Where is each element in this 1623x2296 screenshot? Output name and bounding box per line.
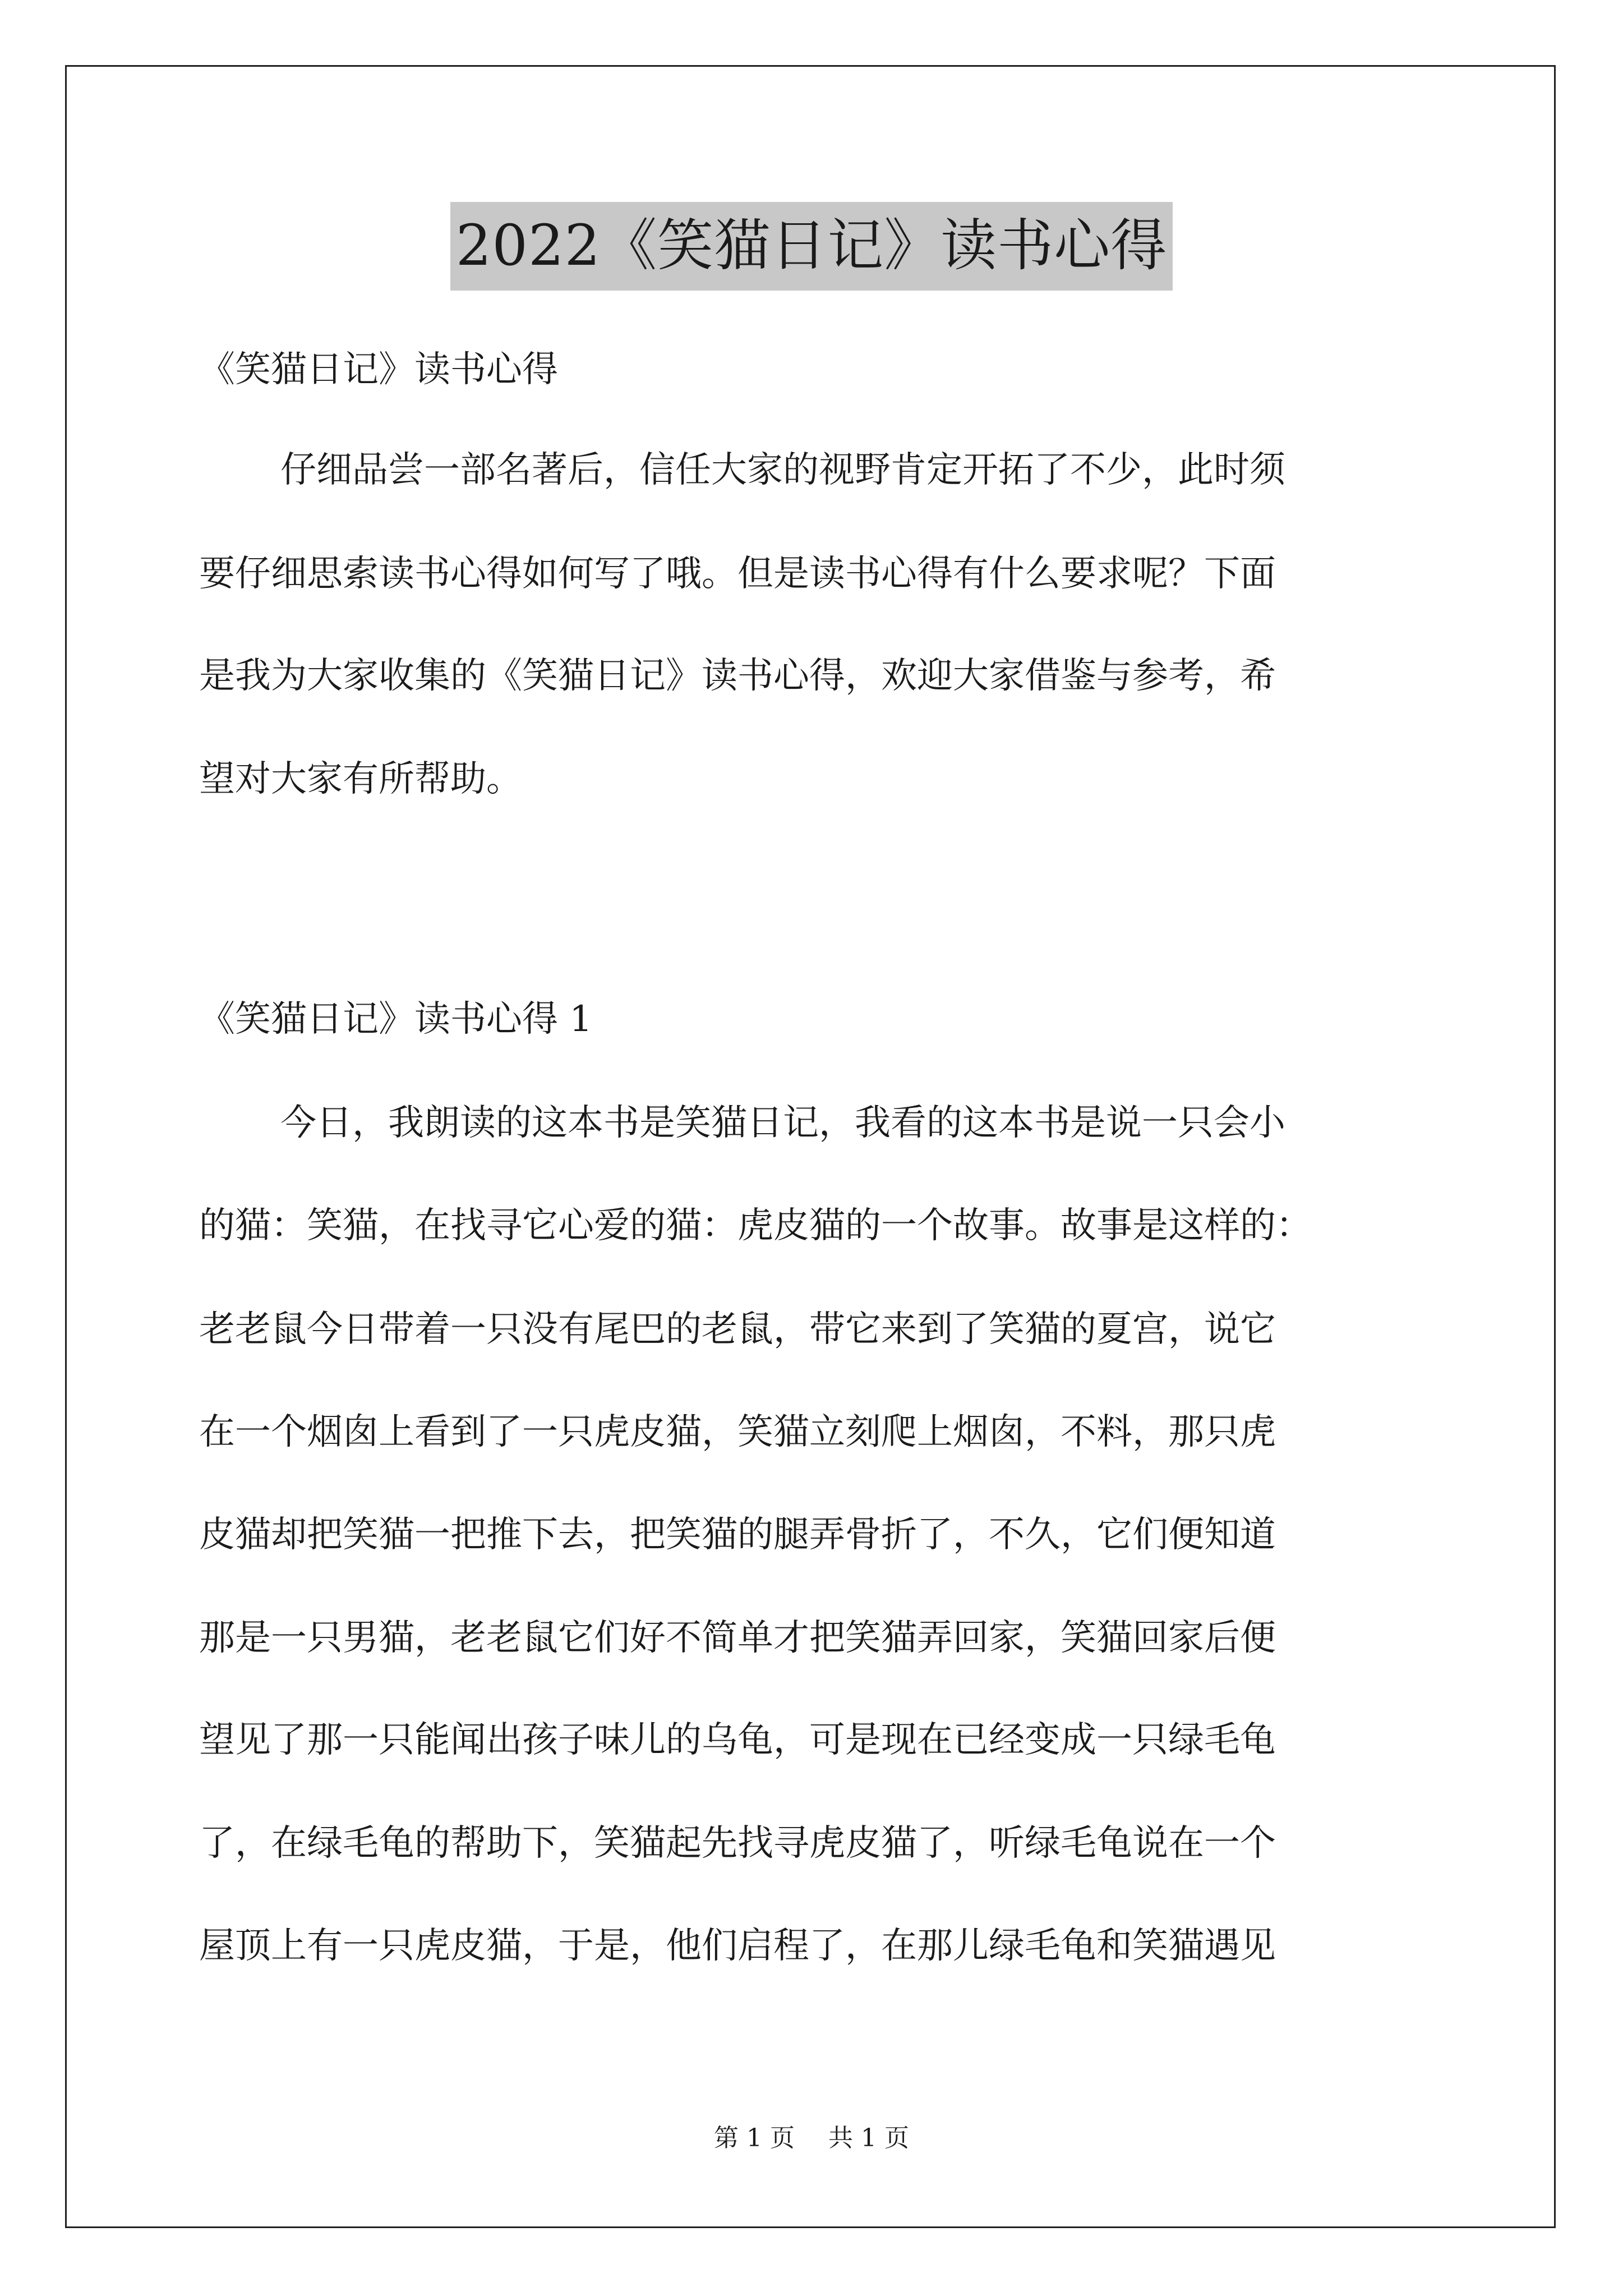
document-title: 2022《笑猫日记》读书心得 [450, 202, 1173, 291]
body-paragraph-line: 皮猫却把笑猫一把推下去，把笑猫的腿弄骨折了，不久，它们便知道 [199, 1514, 1276, 1556]
intro-paragraph-line: 望对大家有所帮助。 [199, 758, 522, 800]
body-paragraph-line: 望见了那一只能闻出孩子味儿的乌龟，可是现在已经变成一只绿毛龟 [199, 1719, 1276, 1761]
section-heading: 《笑猫日记》读书心得 1 [199, 999, 593, 1040]
body-paragraph-line: 老老鼠今日带着一只没有尾巴的老鼠，带它来到了笑猫的夏宫，说它 [199, 1309, 1276, 1350]
page-number: 第 1 页 [714, 2124, 795, 2152]
page-footer [0, 2122, 1623, 2155]
body-paragraph-line: 今日，我朗读的这本书是笑猫日记，我看的这本书是说一只会小 [280, 1102, 1285, 1144]
body-paragraph-line: 了，在绿毛龟的帮助下，笑猫起先找寻虎皮猫了，听绿毛龟说在一个 [199, 1823, 1276, 1864]
body-paragraph-line: 那是一只男猫，老老鼠它们好不简单才把笑猫弄回家，笑猫回家后便 [199, 1617, 1276, 1659]
body-paragraph-line: 屋顶上有一只虎皮猫，于是，他们启程了，在那儿绿毛龟和笑猫遇见 [199, 1925, 1276, 1967]
body-paragraph-line: 在一个烟囱上看到了一只虎皮猫，笑猫立刻爬上烟囱，不料，那只虎 [199, 1411, 1276, 1453]
title-container [0, 202, 1623, 291]
intro-paragraph-line: 是我为大家收集的《笑猫日记》读书心得，欢迎大家借鉴与参考，希 [199, 655, 1276, 697]
intro-paragraph-line: 仔细品尝一部名著后，信任大家的视野肯定开拓了不少，此时须 [280, 449, 1285, 491]
body-paragraph-line: 的猫：笑猫，在找寻它心爱的猫：虎皮猫的一个故事。故事是这样的： [199, 1205, 1312, 1246]
intro-heading: 《笑猫日记》读书心得 [199, 349, 558, 390]
intro-paragraph-line: 要仔细思索读书心得如何写了哦。但是读书心得有什么要求呢？下面 [199, 553, 1276, 595]
page-total: 共 1 页 [828, 2124, 909, 2152]
